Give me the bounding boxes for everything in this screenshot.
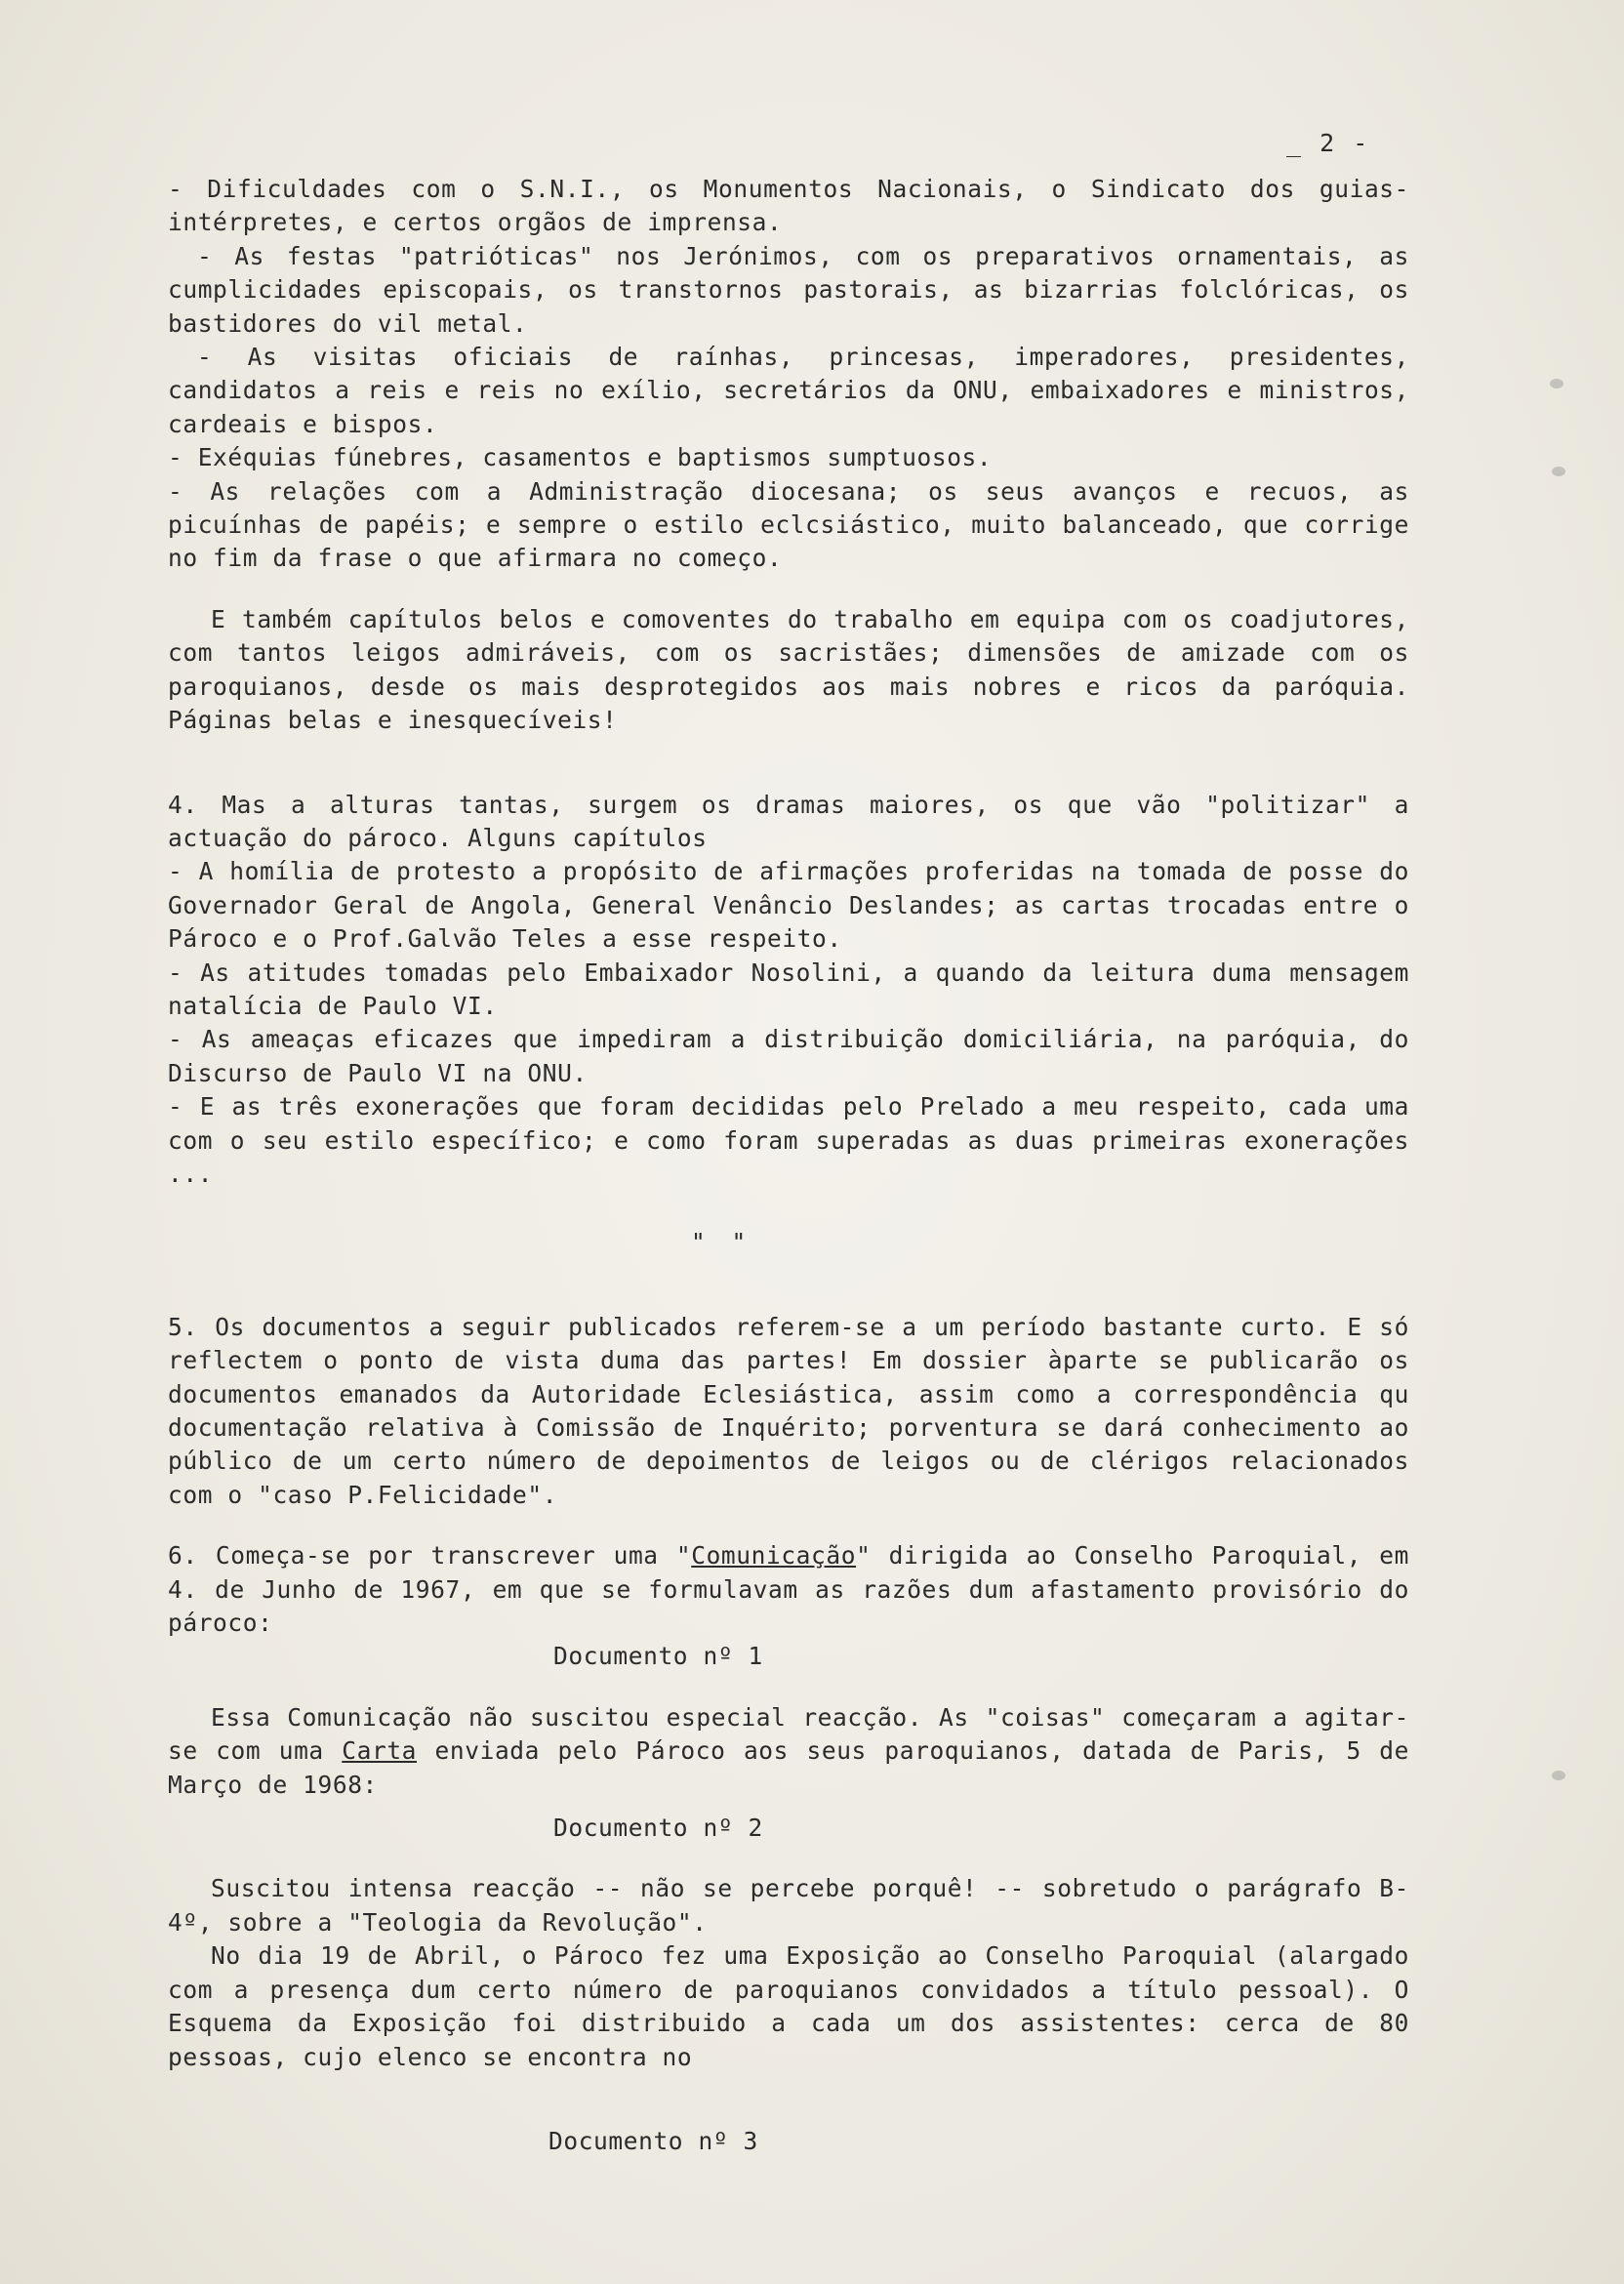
section-4-intro: 4. Mas a alturas tantas, surgem os dramas maiores, os que vão "politizar" a actuação do pároco. Alguns capítulos bbox=[168, 790, 1409, 852]
document-reference-2: Documento nº 2 bbox=[553, 1814, 763, 1843]
paper-spot bbox=[1552, 1771, 1565, 1780]
carta-text-start: Essa Comunicação não suscitou especial reacção. As "coisas" começaram a agitar-se com uma bbox=[168, 1702, 1409, 1766]
document-reference-3: Documento nº 3 bbox=[548, 2126, 758, 2155]
list-item: - As visitas oficiais de raínhas, princesas, imperadores, presidentes, candidatos a reis e reis no exílio, secretários da ONU, embaixadores e ministros, cardeais e bispos. bbox=[168, 343, 1409, 438]
paper-spot bbox=[1552, 467, 1565, 476]
list-item: - A homília de protesto a propósito de afirmações proferidas na tomada de posse do Governador Geral de Angola, General Venâncio Deslandes; as cartas trocadas entre o Pároco e o Prof.Galvão Teles a esse respeito. bbox=[168, 857, 1409, 954]
comunicacao-underlined: Comunicação bbox=[691, 1541, 857, 1570]
section-6-text-end: " dirigida ao Conselho Paroquial, em 4. de Junho de 1967, em que se formulavam as razões dum afastamento provisório do pároco: bbox=[168, 1541, 1409, 1638]
paragraph: E também capítulos belos e comoventes do trabalho em equipa com os coadjutores, com tantos leigos admiráveis, com os sacristães; dimensões de amizade com os paroquianos, desde os mais desprotegidos aos mais nobres e ricos da paróquia. Páginas belas e inesquecíveis! bbox=[168, 604, 1409, 735]
document-reference-1: Documento nº 1 bbox=[553, 1642, 763, 1671]
list-item: - As festas "patrióticas" nos Jerónimos, com os preparativos ornamentais, as cumplicidades episcopais, os transtornos pastorais, as bizarrias folclóricas, os bastidores do vil metal. bbox=[168, 241, 1409, 338]
carta-underlined: Carta bbox=[342, 1736, 418, 1766]
list-item: - Exéquias fúnebres, casamentos e baptismos sumptuosos. bbox=[168, 443, 993, 472]
list-item: - E as três exonerações que foram decididas pelo Prelado a meu respeito, cada uma com o seu estilo específico; e como foram superadas as duas primeiras exonerações ... bbox=[168, 1092, 1409, 1188]
carta-text-end: enviada pelo Pároco aos seus paroquianos, datada de Paris, 5 de Março de 1968: bbox=[168, 1736, 1409, 1799]
paragraph-suscitou: Suscitou intensa reacção -- não se percebe porquê! -- sobretudo o parágrafo B-4º, sobre a "Teologia da Revolução". bbox=[168, 1874, 1409, 1937]
paragraph-carta bbox=[168, 1701, 1409, 1802]
body-text bbox=[168, 173, 1409, 2158]
section-separator: " " bbox=[691, 1228, 752, 1257]
list-item: - As ameaças eficazes que impediram a distribuição domiciliária, na paróquia, do Discurso de Paulo VI na ONU. bbox=[168, 1025, 1409, 1087]
paragraph-abril: No dia 19 de Abril, o Pároco fez uma Exposição ao Conselho Paroquial (alargado com a presença dum certo número de paroquianos convidados a título pessoal). O Esquema da Exposição foi distribuido a cada um dos assistentes: cerca de 80 pessoas, cujo elenco se encontra no bbox=[168, 1941, 1409, 2071]
list-item: - Dificuldades com o S.N.I., os Monumentos Nacionais, o Sindicato dos guias-intérpretes, e certos orgãos de imprensa. bbox=[168, 175, 1409, 237]
section-6 bbox=[168, 1539, 1409, 1640]
paper-spot bbox=[1550, 379, 1563, 388]
section-5: 5. Os documentos a seguir publicados referem-se a um período bastante curto. E só reflectem o ponto de vista duma das partes! Em dossier àparte se publicarão os documentos emanados da Autoridade Eclesiástica, assim como a correspondência qu documentação relativa à Comissão de Inquérito; porventura se dará conhecimento ao público de um certo número de depoimentos de leigos ou de clérigos relacionados com o "caso P.Felicidade". bbox=[168, 1312, 1409, 1509]
section-6-text-start: 6. Começa-se por transcrever uma " bbox=[168, 1541, 692, 1570]
list-item: - As atitudes tomadas pelo Embaixador Nosolini, a quando da leitura duma mensagem natalícia de Paulo VI. bbox=[168, 958, 1409, 1020]
page-number: _ 2 - bbox=[1286, 129, 1370, 157]
list-item: - As relações com a Administração diocesana; os seus avanços e recuos, as picuínhas de papéis; e sempre o estilo eclcsiástico, muito balanceado, que corrige no fim da frase o que afirmara no começo. bbox=[168, 476, 1409, 573]
